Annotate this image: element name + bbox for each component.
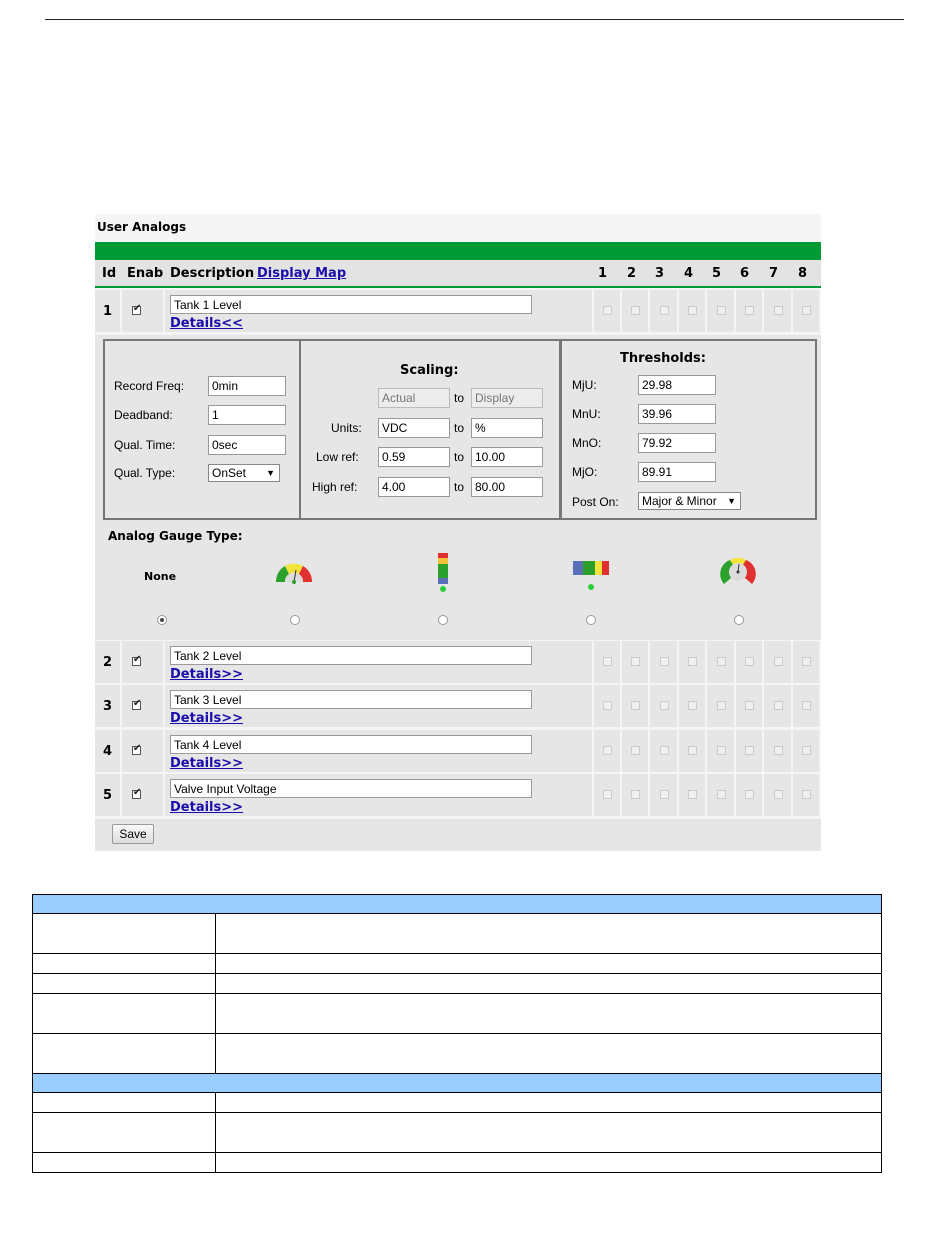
point-3-checkbox[interactable] — [660, 306, 669, 315]
qual-type-label: Qual. Type: — [114, 466, 176, 480]
low-ref-display-input[interactable]: 10.00 — [471, 447, 543, 467]
point-2-checkbox[interactable] — [631, 746, 640, 755]
description-input[interactable]: Tank 1 Level — [170, 295, 532, 314]
mnu-input[interactable]: 39.96 — [638, 404, 716, 424]
point-1-checkbox[interactable] — [603, 701, 612, 710]
header-enab: Enab — [127, 266, 164, 281]
user-analogs-panel — [95, 214, 821, 851]
table-row — [33, 1093, 882, 1113]
point-5-checkbox[interactable] — [717, 701, 726, 710]
point-4-checkbox[interactable] — [688, 701, 697, 710]
point-4-checkbox[interactable] — [688, 657, 697, 666]
table-row — [33, 994, 882, 1034]
point-1-checkbox[interactable] — [603, 306, 612, 315]
table-section-header — [33, 1074, 882, 1093]
table-row — [95, 774, 821, 816]
row-id: 3 — [103, 699, 113, 714]
header-point-2: 2 — [627, 266, 637, 281]
mno-input[interactable]: 79.92 — [638, 433, 716, 453]
dial-gauge-icon — [273, 554, 315, 584]
post-on-select[interactable]: Major & Minor ▼ — [638, 492, 741, 510]
point-8-checkbox[interactable] — [802, 701, 811, 710]
point-6-checkbox[interactable] — [745, 306, 754, 315]
mnu-label: MnU: — [572, 407, 601, 421]
point-1-checkbox[interactable] — [603, 746, 612, 755]
enable-checkbox[interactable] — [132, 746, 141, 755]
point-5-checkbox[interactable] — [717, 746, 726, 755]
low-ref-label: Low ref: — [316, 450, 359, 464]
post-on-label: Post On: — [572, 495, 619, 509]
point-7-checkbox[interactable] — [774, 701, 783, 710]
to-label: to — [454, 480, 465, 494]
row-id: 1 — [103, 304, 113, 319]
table-row — [33, 1113, 882, 1153]
details-toggle-link[interactable]: Details>> — [170, 800, 244, 815]
header-point-8: 8 — [798, 266, 808, 281]
gauge-type-title: Analog Gauge Type: — [108, 529, 243, 543]
point-3-checkbox[interactable] — [660, 746, 669, 755]
point-5-checkbox[interactable] — [717, 790, 726, 799]
qual-time-input[interactable]: 0sec — [208, 435, 286, 455]
header-description: Description — [170, 266, 255, 281]
display-map-link[interactable]: Display Map — [257, 266, 347, 281]
deadband-input[interactable]: 1 — [208, 405, 286, 425]
point-4-checkbox[interactable] — [688, 306, 697, 315]
header-point-7: 7 — [769, 266, 779, 281]
save-button[interactable]: Save — [112, 824, 154, 844]
to-label: to — [454, 450, 465, 464]
point-8-checkbox[interactable] — [802, 746, 811, 755]
gauge-round-dial-radio[interactable] — [734, 615, 744, 625]
header-point-5: 5 — [712, 266, 722, 281]
point-7-checkbox[interactable] — [774, 306, 783, 315]
point-2-checkbox[interactable] — [631, 701, 640, 710]
row-id: 4 — [103, 744, 113, 759]
table-row — [95, 685, 821, 727]
point-6-checkbox[interactable] — [745, 746, 754, 755]
low-ref-actual-input[interactable]: 0.59 — [378, 447, 450, 467]
point-1-checkbox[interactable] — [603, 657, 612, 666]
table-row — [95, 730, 821, 772]
point-7-checkbox[interactable] — [774, 790, 783, 799]
point-4-checkbox[interactable] — [688, 790, 697, 799]
units-display-input[interactable]: % — [471, 418, 543, 438]
point-2-checkbox[interactable] — [631, 306, 640, 315]
row-id: 2 — [103, 655, 113, 670]
enable-checkbox[interactable] — [132, 790, 141, 799]
table-section-header — [33, 895, 882, 914]
enable-checkbox[interactable] — [132, 306, 141, 315]
description-input[interactable]: Tank 4 Level — [170, 735, 532, 754]
enable-checkbox[interactable] — [132, 701, 141, 710]
general-settings-box — [103, 339, 301, 520]
table-row — [33, 954, 882, 974]
details-toggle-link[interactable]: Details>> — [170, 667, 244, 682]
qual-type-select[interactable]: OnSet ▼ — [208, 464, 280, 482]
header-point-1: 1 — [598, 266, 608, 281]
details-panel — [95, 335, 821, 640]
header-point-6: 6 — [740, 266, 750, 281]
panel-title: User Analogs — [97, 220, 187, 234]
gauge-none-radio[interactable] — [157, 615, 167, 625]
point-5-checkbox[interactable] — [717, 306, 726, 315]
row-id: 5 — [103, 788, 113, 803]
table-row — [33, 1034, 882, 1074]
display-header-field: Display — [471, 388, 543, 408]
to-label: to — [454, 391, 465, 405]
point-1-checkbox[interactable] — [603, 790, 612, 799]
point-8-checkbox[interactable] — [802, 306, 811, 315]
mno-label: MnO: — [572, 436, 602, 450]
mjo-input[interactable]: 89.91 — [638, 462, 716, 482]
gauge-none-label: None — [144, 570, 177, 583]
save-bar — [95, 819, 821, 851]
point-2-checkbox[interactable] — [631, 790, 640, 799]
actual-header-field: Actual — [378, 388, 450, 408]
point-7-checkbox[interactable] — [774, 746, 783, 755]
table-row — [95, 290, 821, 332]
point-4-checkbox[interactable] — [688, 746, 697, 755]
details-toggle-link[interactable]: Details>> — [170, 756, 244, 771]
chevron-down-icon: ▼ — [727, 496, 736, 506]
point-6-checkbox[interactable] — [745, 657, 754, 666]
description-input[interactable]: Valve Input Voltage — [170, 779, 532, 798]
mjo-label: MjO: — [572, 465, 598, 479]
point-8-checkbox[interactable] — [802, 790, 811, 799]
page-top-rule — [45, 19, 904, 20]
mju-label: MjU: — [572, 378, 597, 392]
point-7-checkbox[interactable] — [774, 657, 783, 666]
table-header — [95, 260, 821, 288]
record-freq-input[interactable]: 0min — [208, 376, 286, 396]
record-freq-label: Record Freq: — [114, 379, 185, 393]
horizontal-bar-gauge-icon — [572, 557, 610, 593]
scaling-title: Scaling: — [400, 363, 459, 378]
round-dial-gauge-icon — [720, 554, 756, 590]
gauge-dial-radio[interactable] — [290, 615, 300, 625]
header-point-3: 3 — [655, 266, 665, 281]
gauge-vertical-bar-radio[interactable] — [438, 615, 448, 625]
chevron-down-icon: ▼ — [266, 468, 275, 478]
scaling-box — [299, 339, 561, 520]
description-input[interactable]: Tank 2 Level — [170, 646, 532, 665]
green-title-bar — [95, 242, 821, 260]
enable-checkbox[interactable] — [132, 657, 141, 666]
to-label: to — [454, 421, 465, 435]
point-6-checkbox[interactable] — [745, 701, 754, 710]
deadband-label: Deadband: — [114, 408, 173, 422]
table-row — [33, 1153, 882, 1173]
table-row — [95, 641, 821, 683]
point-3-checkbox[interactable] — [660, 701, 669, 710]
mju-input[interactable]: 29.98 — [638, 375, 716, 395]
header-point-4: 4 — [684, 266, 694, 281]
reference-table — [32, 894, 882, 1173]
units-label: Units: — [331, 421, 362, 435]
point-6-checkbox[interactable] — [745, 790, 754, 799]
point-3-checkbox[interactable] — [660, 790, 669, 799]
high-ref-label: High ref: — [312, 480, 358, 494]
table-row — [33, 914, 882, 954]
high-ref-actual-input[interactable]: 4.00 — [378, 477, 450, 497]
point-5-checkbox[interactable] — [717, 657, 726, 666]
details-toggle-link[interactable]: Details>> — [170, 711, 244, 726]
units-actual-input[interactable]: VDC — [378, 418, 450, 438]
vertical-bar-gauge-icon — [435, 553, 451, 593]
table-row — [33, 974, 882, 994]
thresholds-box — [560, 339, 817, 520]
gauge-horizontal-bar-radio[interactable] — [586, 615, 596, 625]
high-ref-display-input[interactable]: 80.00 — [471, 477, 543, 497]
point-3-checkbox[interactable] — [660, 657, 669, 666]
point-8-checkbox[interactable] — [802, 657, 811, 666]
thresholds-title: Thresholds: — [620, 351, 706, 366]
details-toggle-link[interactable]: Details<< — [170, 316, 244, 331]
header-id: Id — [102, 266, 117, 281]
description-input[interactable]: Tank 3 Level — [170, 690, 532, 709]
qual-time-label: Qual. Time: — [114, 438, 176, 452]
point-2-checkbox[interactable] — [631, 657, 640, 666]
